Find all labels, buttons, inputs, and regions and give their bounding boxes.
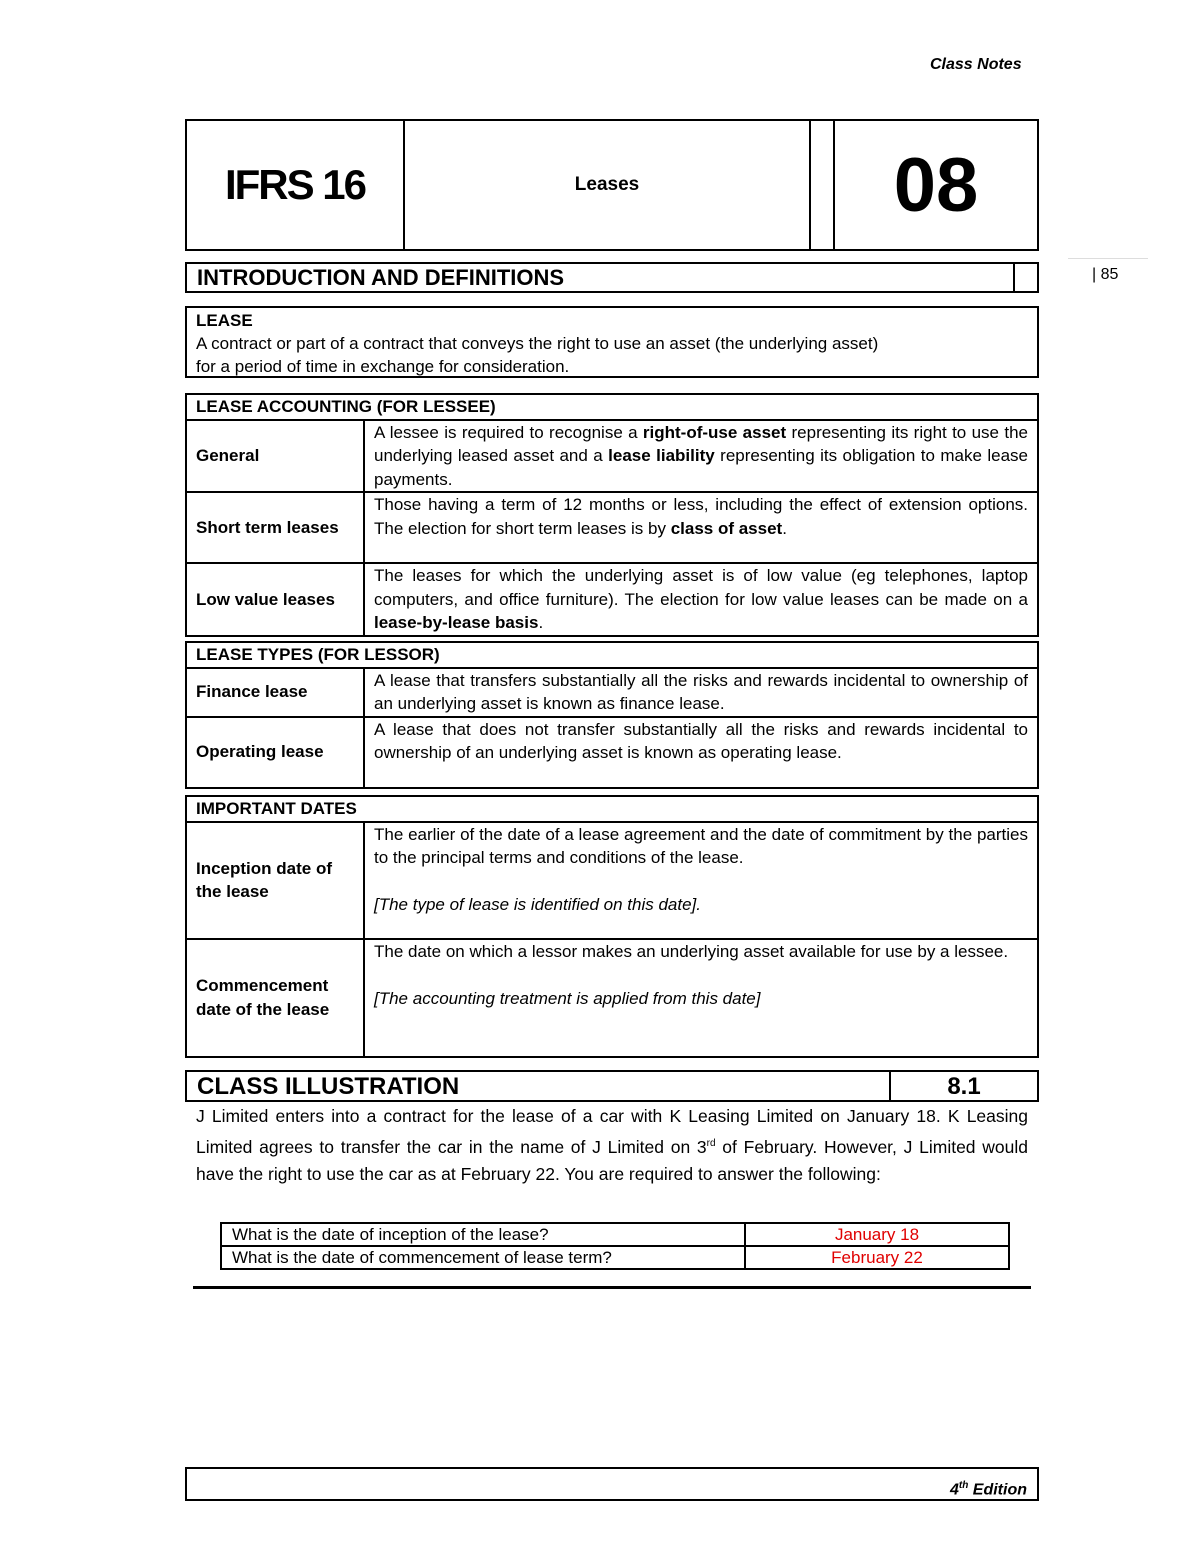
lease-line-2: for a period of time in exchange for consideration. bbox=[196, 357, 570, 376]
lease-line-1: A contract or part of a contract that conveys the right to use an asset (the underlying asset) bbox=[196, 334, 879, 353]
row-text: A lease that transfers substantially all the risks and rewards incidental to ownership of an underlying asset is known as finance lease. bbox=[364, 668, 1038, 717]
lessor-table-title: LEASE TYPES (FOR LESSOR) bbox=[186, 642, 1038, 668]
section-title: INTRODUCTION AND DEFINITIONS bbox=[197, 265, 565, 290]
row-text: The date on which a lessor makes an underlying asset available for use by a lessee. [The accounting treatment is applied from this date] bbox=[364, 939, 1038, 1057]
chapter-title: Leases bbox=[405, 121, 811, 249]
question: What is the date of commencement of lease term? bbox=[221, 1246, 745, 1269]
section-heading bbox=[185, 262, 1039, 293]
table-row bbox=[186, 939, 1038, 1057]
end-rule bbox=[193, 1286, 1031, 1289]
table-row bbox=[186, 717, 1038, 788]
table-row bbox=[221, 1246, 1009, 1269]
header-spacer bbox=[811, 121, 835, 249]
chapter-code: IFRS 16 bbox=[187, 121, 405, 249]
table-row bbox=[186, 563, 1038, 636]
footer-edition: 4th Edition bbox=[185, 1467, 1039, 1501]
answer: January 18 bbox=[745, 1223, 1009, 1246]
row-text: Those having a term of 12 months or less, including the effect of extension options. The election for short term leases is by class of asset. bbox=[364, 492, 1038, 563]
section-spacer bbox=[1013, 264, 1037, 291]
dates-table bbox=[185, 795, 1039, 1058]
table-row bbox=[221, 1223, 1009, 1246]
row-text: The earlier of the date of a lease agreement and the date of commitment by the parties to the principal terms and conditions of the lease. [The type of lease is identified on this date]. bbox=[364, 822, 1038, 939]
lessor-table bbox=[185, 641, 1039, 789]
row-label: Low value leases bbox=[186, 563, 364, 636]
lessee-table-title: LEASE ACCOUNTING (FOR LESSEE) bbox=[186, 394, 1038, 420]
row-label: Short term leases bbox=[186, 492, 364, 563]
illustration-heading bbox=[185, 1070, 1039, 1102]
row-label: Commencement date of the lease bbox=[186, 939, 364, 1057]
illustration-number: 8.1 bbox=[889, 1072, 1037, 1100]
lease-title: LEASE bbox=[196, 311, 253, 330]
row-text: The leases for which the underlying asset is of low value (eg telephones, laptop computers, and office furniture). The election for low value leases can be made on a lease-by-lease basis. bbox=[364, 563, 1038, 636]
illustration-body: J Limited enters into a contract for the lease of a car with K Leasing Limited on January 18. K Leasing Limited agrees to transfer the car in the name of J Limited on 3rd of February. However, J Limited would have the right to use the car as at February 22. You are required to answer the following: bbox=[196, 1106, 1028, 1184]
row-note: [The accounting treatment is applied from this date] bbox=[374, 988, 761, 1008]
row-text: A lease that does not transfer substantially all the risks and rewards incidental to ownership of an underlying asset is known as operating lease. bbox=[364, 717, 1038, 788]
row-label: General bbox=[186, 420, 364, 493]
row-note: [The type of lease is identified on this date]. bbox=[374, 895, 701, 914]
chapter-header bbox=[185, 119, 1039, 251]
lessee-table bbox=[185, 393, 1039, 637]
table-row bbox=[186, 420, 1038, 493]
lease-definition-box bbox=[185, 306, 1039, 378]
table-row bbox=[186, 492, 1038, 563]
illustration-title: CLASS ILLUSTRATION bbox=[197, 1073, 460, 1100]
chapter-number: 08 bbox=[893, 142, 979, 228]
header-label: Class Notes bbox=[930, 56, 1022, 73]
table-row bbox=[186, 668, 1038, 717]
row-label: Finance lease bbox=[186, 668, 364, 717]
row-text: A lessee is required to recognise a right-of-use asset representing its right to use the underlying leased asset and a lease liability representing its obligation to make lease payments. bbox=[364, 420, 1038, 493]
answer: February 22 bbox=[745, 1246, 1009, 1269]
page-number: | 85 bbox=[1092, 266, 1119, 283]
row-label: Operating lease bbox=[186, 717, 364, 788]
qa-table bbox=[220, 1222, 1010, 1270]
dates-table-title: IMPORTANT DATES bbox=[186, 796, 1038, 822]
row-label: Inception date of the lease bbox=[186, 822, 364, 939]
question: What is the date of inception of the lease? bbox=[221, 1223, 745, 1246]
page-number-rule bbox=[1068, 258, 1148, 259]
table-row bbox=[186, 822, 1038, 939]
